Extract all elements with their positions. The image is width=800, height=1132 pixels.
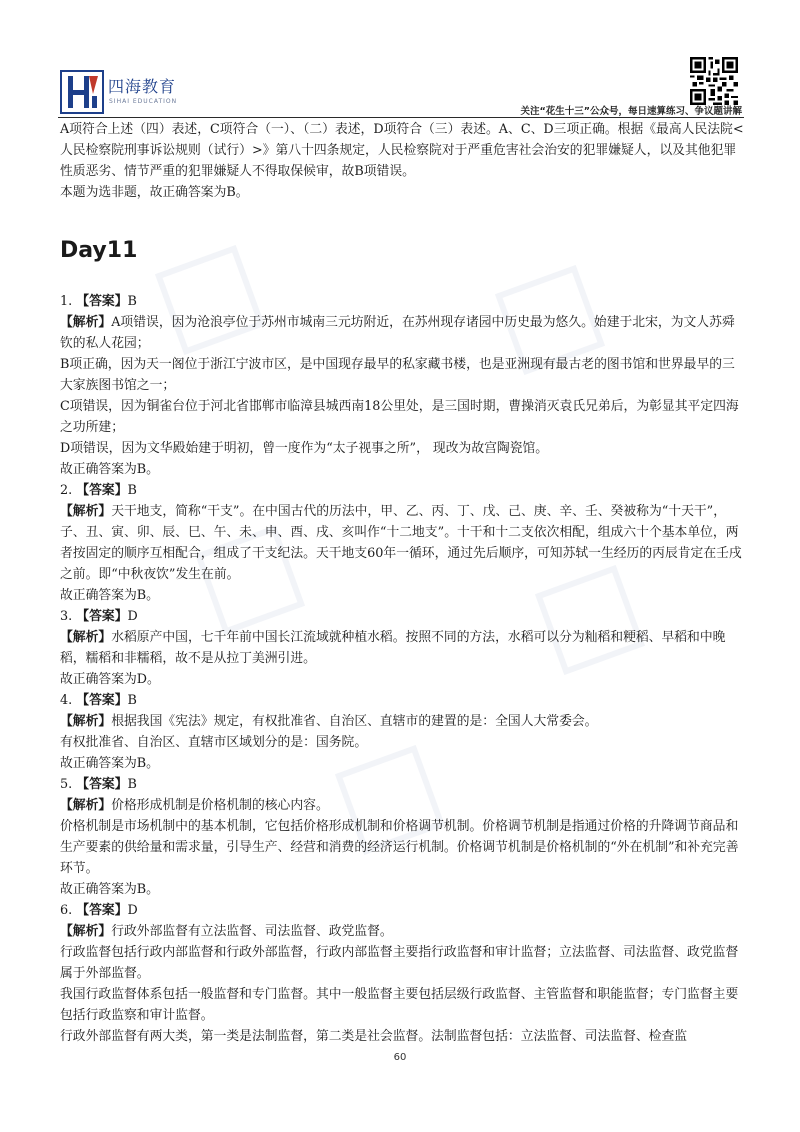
answer-value: B xyxy=(127,294,137,309)
question-block xyxy=(60,774,745,900)
analysis-paragraph: B项正确，因为天一阁位于浙江宁波市区，是中国现存最早的私家藏书楼，也是亚洲现有最古老的图书馆和世界最早的三大家族图书馆之一； xyxy=(60,357,735,393)
conclusion-line: 故正确答案为B。 xyxy=(60,588,159,603)
conclusion-line: 故正确答案为B。 xyxy=(60,462,159,477)
logo-subtext: SIHAI EDUCATION xyxy=(109,98,178,105)
logo-text: 四海教育 xyxy=(108,77,177,96)
answer-value: D xyxy=(127,903,138,918)
question-block xyxy=(60,690,745,774)
analysis-paragraph: 有权批准省、自治区、直辖市区域划分的是：国务院。 xyxy=(60,735,368,750)
header-slogan: 关注“花生十三”公众号，每日速算练习、争议题讲解 xyxy=(520,106,742,117)
answer-tag: 【答案】 xyxy=(76,609,128,624)
analysis-tag: 【解析】 xyxy=(60,630,112,645)
conclusion-line: 故正确答案为B。 xyxy=(60,882,159,897)
analysis-paragraph: D项错误，因为文华殿始建于明初，曾一度作为“太子视事之所”， 现改为故宫陶瓷馆。 xyxy=(60,441,549,456)
analysis-tag: 【解析】 xyxy=(60,798,112,813)
answer-tag: 【答案】 xyxy=(76,483,128,498)
answer-value: B xyxy=(127,693,137,708)
answer-line xyxy=(60,690,745,711)
analysis-tag: 【解析】 xyxy=(60,714,112,729)
answer-line xyxy=(60,291,745,312)
answer-tag: 【答案】 xyxy=(76,693,128,708)
intro-conclusion: 本题为选非题，故正确答案为B。 xyxy=(60,185,249,200)
analysis-tag: 【解析】 xyxy=(60,504,112,519)
answer-line xyxy=(60,606,745,627)
question-number: 5. xyxy=(60,777,73,792)
analysis-paragraph: C项错误，因为铜雀台位于河北省邯郸市临漳县城西南18公里处，是三国时期，曹操消灭袁氏兄弟后，为彰显其平定四海之功所建； xyxy=(60,399,739,435)
analysis-paragraph: 价格机制是市场机制中的基本机制，它包括价格形成机制和价格调节机制。价格调节机制是指通过价格的升降调节商品和生产要素的供给量和需求量，引导生产、经营和消费的经济运行机制。价格调节机制是价格机制的“外在机制”和补充完善环节。 xyxy=(60,819,739,876)
analysis-text: 价格形成机制是价格机制的核心内容。 xyxy=(111,798,329,813)
conclusion-line: 故正确答案为D。 xyxy=(60,672,160,687)
section-title: Day11 xyxy=(60,238,138,263)
analysis-text: 水稻原产中国，七千年前中国长江流域就种植水稻。按照不同的方法，水稻可以分为籼稻和粳稻、早稻和中晚稻，糯稻和非糯稻，故不是从拉丁美洲引进。 xyxy=(60,630,726,666)
analysis-line xyxy=(60,921,745,942)
logo xyxy=(60,68,220,116)
analysis-text: A项错误，因为沧浪亭位于苏州市城南三元坊附近，在苏州现存诸园中历史最为悠久。始建于北宋，为文人苏舜钦的私人花园； xyxy=(60,315,735,351)
analysis-line xyxy=(60,312,745,354)
analysis-tag: 【解析】 xyxy=(60,924,112,939)
qr-code-icon xyxy=(690,57,738,105)
logo-mark-icon xyxy=(60,70,104,114)
question-block xyxy=(60,291,745,480)
question-number: 4. xyxy=(60,693,73,708)
analysis-line xyxy=(60,501,745,585)
question-block xyxy=(60,606,745,690)
answer-value: B xyxy=(127,483,137,498)
analysis-paragraph: 行政外部监督有两大类，第一类是法制监督，第二类是社会监督。法制监督包括：立法监督、司法监督、检查监 xyxy=(60,1029,688,1044)
analysis-paragraph: 我国行政监督体系包括一般监督和专门监督。其中一般监督主要包括层级行政监督、主管监督和职能监督；专门监督主要包括行政监察和审计监督。 xyxy=(60,987,739,1023)
intro-paragraph: A项符合上述（四）表述，C项符合（一）、（二）表述，D项符合（三）表述。A、C、D三项正确。根据《最高人民法院<人民检察院刑事诉讼规则（试行）>》第八十四条规定，人民检察院对于严重危害社会治安的犯罪嫌疑人，以及其他犯罪性质恶劣、情节严重的犯罪嫌疑人不得取保候审，故B项错误。 xyxy=(60,122,744,179)
answer-line xyxy=(60,900,745,921)
document-body xyxy=(60,119,745,1047)
answer-tag: 【答案】 xyxy=(76,903,128,918)
answer-line xyxy=(60,774,745,795)
conclusion-line: 故正确答案为B。 xyxy=(60,756,159,771)
answer-line xyxy=(60,480,745,501)
analysis-paragraph: 行政监督包括行政内部监督和行政外部监督，行政内部监督主要指行政监督和审计监督；立法监督、司法监督、政党监督属于外部监督。 xyxy=(60,945,739,981)
question-number: 6. xyxy=(60,903,73,918)
page-number: 60 xyxy=(393,1052,407,1063)
answer-value: B xyxy=(127,777,137,792)
answer-value: D xyxy=(127,609,138,624)
analysis-text: 根据我国《宪法》规定，有权批准省、自治区、直辖市的建置的是：全国人大常委会。 xyxy=(111,714,598,729)
answer-tag: 【答案】 xyxy=(76,294,128,309)
question-number: 2. xyxy=(60,483,73,498)
analysis-text: 天干地支，简称“干支”。在中国古代的历法中，甲、乙、丙、丁、戊、己、庚、辛、壬、癸被称为“十天干”，子、丑、寅、卯、辰、巳、午、未、申、酉、戌、亥叫作“十二地支”。十干和十二支依次相配，组成六十个基本单位，两者按固定的顺序互相配合，组成了干支纪法。天干地支60年一循环，通过先后顺序，可知苏轼一生经历的丙辰肯定在壬戌之前。即“中秋夜饮”发生在前。 xyxy=(60,504,742,582)
analysis-line xyxy=(60,795,745,816)
answer-tag: 【答案】 xyxy=(76,777,128,792)
question-block xyxy=(60,480,745,606)
question-block xyxy=(60,900,745,1047)
analysis-line xyxy=(60,711,745,732)
page-header xyxy=(0,0,800,120)
analysis-tag: 【解析】 xyxy=(60,315,112,330)
analysis-text: 行政外部监督有立法监督、司法监督、政党监督。 xyxy=(111,924,393,939)
header-divider xyxy=(58,117,744,118)
question-number: 3. xyxy=(60,609,73,624)
analysis-line xyxy=(60,627,745,669)
question-number: 1. xyxy=(60,294,73,309)
